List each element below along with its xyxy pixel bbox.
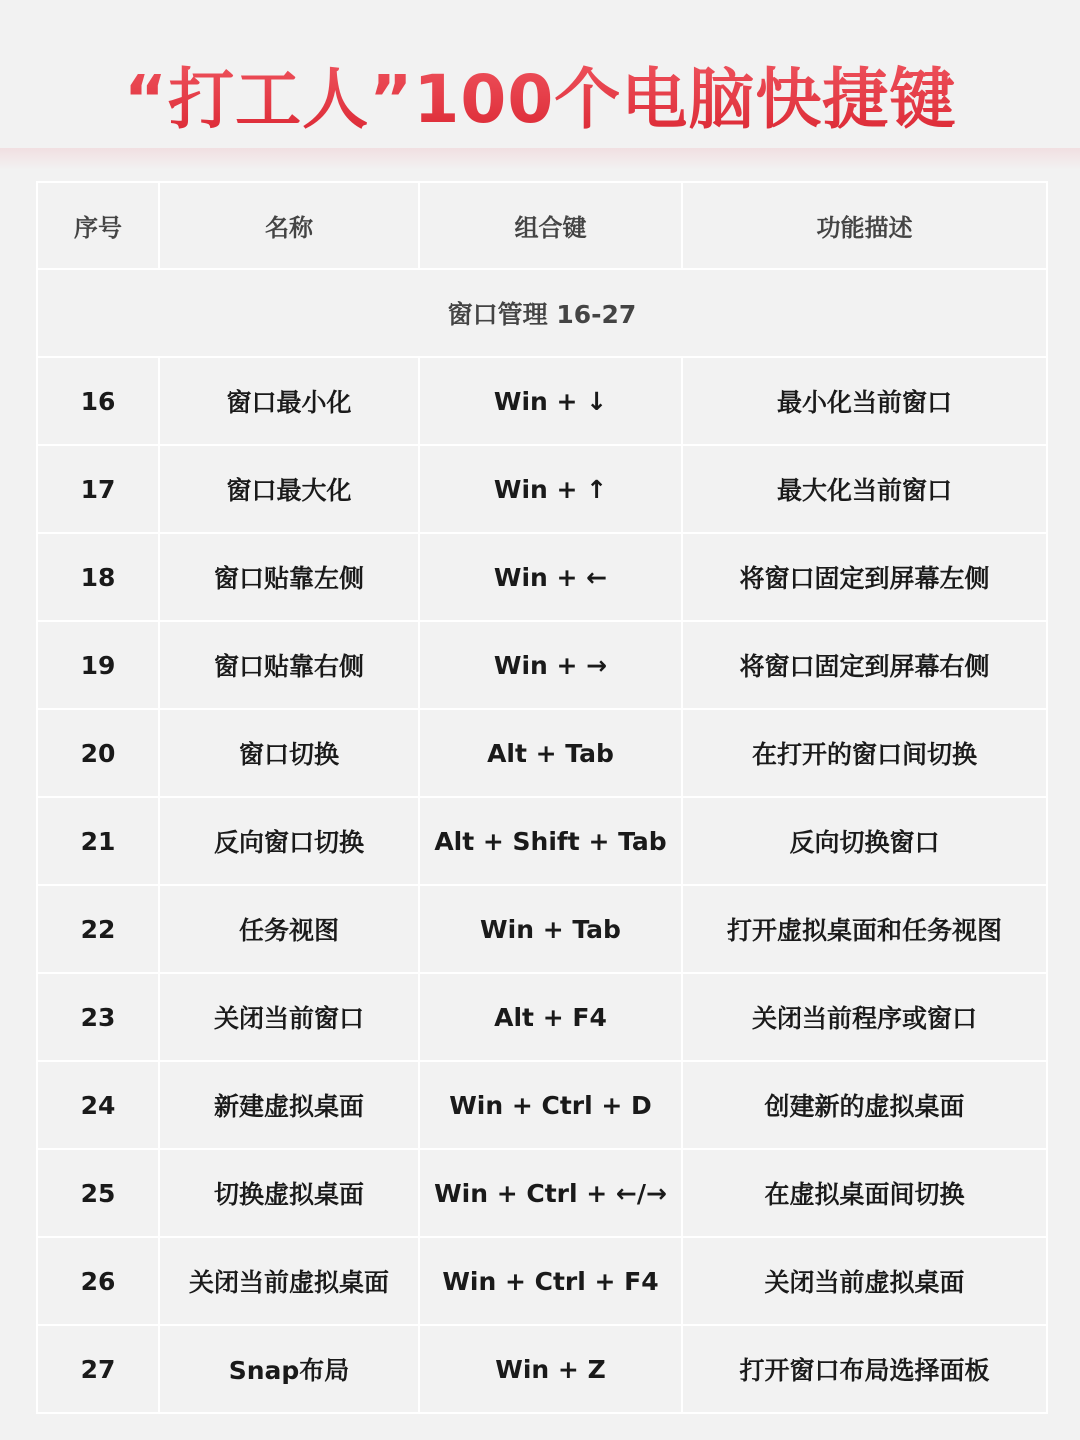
row-description: 打开虚拟桌面和任务视图 — [682, 885, 1047, 973]
row-description: 关闭当前程序或窗口 — [682, 973, 1047, 1061]
row-keys: Win + → — [419, 621, 682, 709]
row-name: 窗口贴靠左侧 — [159, 533, 419, 621]
row-number: 21 — [37, 797, 159, 885]
row-description: 打开窗口布局选择面板 — [682, 1325, 1047, 1413]
row-number: 27 — [37, 1325, 159, 1413]
row-keys: Win + Ctrl + ←/→ — [419, 1149, 682, 1237]
row-name: 窗口最大化 — [159, 445, 419, 533]
row-number: 16 — [37, 357, 159, 445]
shortcut-table — [36, 181, 1048, 1414]
table-row — [37, 885, 1047, 973]
table-row — [37, 621, 1047, 709]
table-row — [37, 1237, 1047, 1325]
row-description: 最大化当前窗口 — [682, 445, 1047, 533]
table-row — [37, 709, 1047, 797]
row-keys: Win + Tab — [419, 885, 682, 973]
table-row — [37, 973, 1047, 1061]
table-row — [37, 797, 1047, 885]
row-keys: Win + ← — [419, 533, 682, 621]
row-number: 23 — [37, 973, 159, 1061]
row-keys: Win + ↓ — [419, 357, 682, 445]
row-keys: Win + ↑ — [419, 445, 682, 533]
row-name: 新建虚拟桌面 — [159, 1061, 419, 1149]
row-keys: Alt + Tab — [419, 709, 682, 797]
row-number: 26 — [37, 1237, 159, 1325]
row-name: 切换虚拟桌面 — [159, 1149, 419, 1237]
page-title: “打工人”100个电脑快捷键 — [0, 52, 1080, 148]
row-keys: Win + Z — [419, 1325, 682, 1413]
row-name: 关闭当前虚拟桌面 — [159, 1237, 419, 1325]
header-description: 功能描述 — [682, 182, 1047, 269]
row-number: 18 — [37, 533, 159, 621]
table-row — [37, 357, 1047, 445]
header-keys: 组合键 — [419, 182, 682, 269]
row-keys: Win + Ctrl + F4 — [419, 1237, 682, 1325]
row-number: 24 — [37, 1061, 159, 1149]
header-name: 名称 — [159, 182, 419, 269]
row-description: 最小化当前窗口 — [682, 357, 1047, 445]
row-description: 创建新的虚拟桌面 — [682, 1061, 1047, 1149]
section-title: 窗口管理 16-27 — [37, 269, 1047, 357]
row-number: 17 — [37, 445, 159, 533]
row-number: 25 — [37, 1149, 159, 1237]
row-keys: Alt + F4 — [419, 973, 682, 1061]
row-description: 将窗口固定到屏幕左侧 — [682, 533, 1047, 621]
row-number: 19 — [37, 621, 159, 709]
row-name: 关闭当前窗口 — [159, 973, 419, 1061]
table-row — [37, 1325, 1047, 1413]
table-header-row — [37, 182, 1047, 269]
row-description: 在虚拟桌面间切换 — [682, 1149, 1047, 1237]
header-number: 序号 — [37, 182, 159, 269]
row-description: 将窗口固定到屏幕右侧 — [682, 621, 1047, 709]
row-name: 任务视图 — [159, 885, 419, 973]
row-name: 反向窗口切换 — [159, 797, 419, 885]
table-row — [37, 445, 1047, 533]
row-description: 在打开的窗口间切换 — [682, 709, 1047, 797]
row-number: 20 — [37, 709, 159, 797]
row-description: 反向切换窗口 — [682, 797, 1047, 885]
row-keys: Win + Ctrl + D — [419, 1061, 682, 1149]
table-row — [37, 1149, 1047, 1237]
section-row — [37, 269, 1047, 357]
row-description: 关闭当前虚拟桌面 — [682, 1237, 1047, 1325]
row-keys: Alt + Shift + Tab — [419, 797, 682, 885]
row-name: Snap布局 — [159, 1325, 419, 1413]
table-row — [37, 533, 1047, 621]
row-name: 窗口最小化 — [159, 357, 419, 445]
table-row — [37, 1061, 1047, 1149]
row-name: 窗口切换 — [159, 709, 419, 797]
row-name: 窗口贴靠右侧 — [159, 621, 419, 709]
row-number: 22 — [37, 885, 159, 973]
title-reflection — [0, 148, 1080, 170]
